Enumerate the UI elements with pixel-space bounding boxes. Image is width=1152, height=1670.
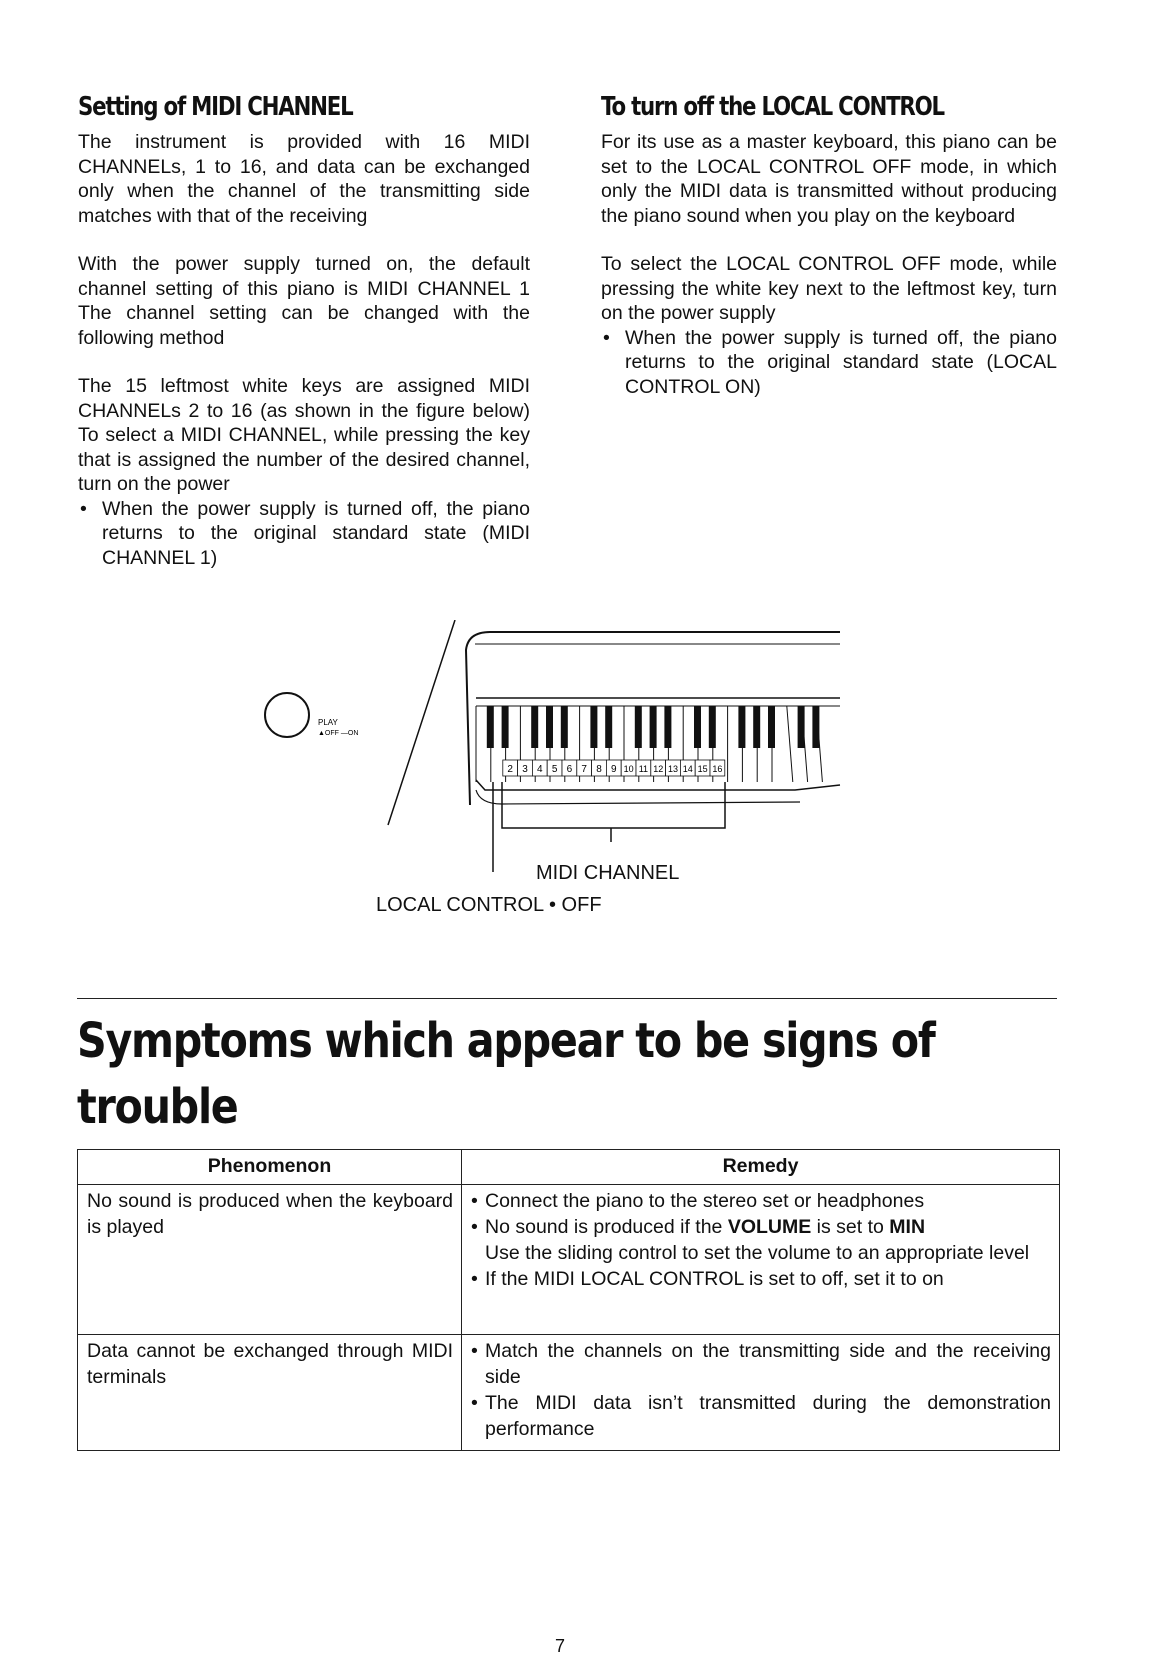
table-header-row [78, 1150, 1060, 1185]
bullet-icon: • [471, 1392, 478, 1414]
black-key [502, 706, 509, 748]
remedy-text: Match the channels on the transmitting side and the receiving side [485, 1340, 1051, 1388]
local-control-paragraph-1: For its use as a master keyboard, this piano can be set to the LOCAL CONTROL OFF mode, in which only the MIDI data is transmitted without producing the piano sound when you play on the keyboard [601, 131, 1057, 227]
remedy-item [471, 1214, 1051, 1266]
remedy-item [471, 1266, 1051, 1292]
key-number-label: 4 [537, 764, 543, 775]
piano-base-edge [476, 790, 800, 804]
midi-channel-heading: Setting of MIDI CHANNEL [78, 92, 353, 122]
key-number-label: 15 [697, 764, 708, 774]
remedy-cell [462, 1335, 1060, 1451]
key-number-label: 10 [623, 764, 634, 774]
bullet-icon: • [471, 1268, 478, 1290]
min-keyword: MIN [889, 1216, 926, 1238]
black-key [531, 706, 538, 748]
bullet-icon: • [471, 1216, 478, 1238]
keyboard-illustration [240, 620, 860, 940]
key-number-label: 13 [667, 764, 679, 774]
key-number-label: 9 [611, 764, 617, 775]
key-number-label: 14 [682, 764, 693, 774]
midi-channel-bracket [502, 782, 725, 828]
black-key [709, 706, 716, 748]
black-key [694, 706, 701, 748]
table-row [78, 1185, 1060, 1335]
remedy-text: No sound is produced if the [485, 1216, 728, 1238]
section-divider [77, 998, 1057, 999]
black-key [605, 706, 612, 748]
phenomenon-cell: Data cannot be exchanged through MIDI terminals [78, 1335, 462, 1451]
local-control-off-label: LOCAL CONTROL • OFF [376, 894, 602, 916]
midi-channel-paragraph-1: The instrument is provided with 16 MIDI CHANNELs, 1 to 16, and data can be exchanged only when the channel of the transmitting side matches with that of the receiving [78, 131, 530, 227]
key-number-label: 5 [551, 764, 558, 775]
white-key-edge [787, 706, 793, 782]
trouble-table [77, 1149, 1060, 1451]
midi-channel-paragraph-3: The 15 leftmost white keys are assigned MIDI CHANNELs 2 to 16 (as shown in the figure below) To select a MIDI CHANNEL, while pressing the key that is assigned the number of the desired channel, turn on the power [78, 375, 530, 495]
bullet-icon: • [471, 1340, 478, 1362]
key-number-label: 7 [581, 764, 587, 775]
local-control-heading: To turn off the LOCAL CONTROL [601, 92, 944, 122]
black-key [650, 706, 657, 748]
black-key [487, 706, 494, 748]
table-row [78, 1335, 1060, 1451]
bullet-icon: • [603, 326, 610, 349]
trouble-heading: Symptoms which appear to be signs of trouble [77, 1013, 935, 1135]
local-control-paragraph-2: To select the LOCAL CONTROL OFF mode, while pressing the white key next to the leftmost key, turn on the power supply [601, 253, 1057, 324]
midi-channel-note [78, 497, 530, 571]
key-number-label: 11 [638, 764, 649, 774]
midi-channel-paragraph-2: With the power supply turned on, the default channel setting of this piano is MIDI CHANNEL 1 The channel setting can be changed with the following method [78, 253, 530, 349]
remedy-text: If the MIDI LOCAL CONTROL is set to off, set it to on [485, 1268, 944, 1290]
black-key [738, 706, 745, 748]
remedy-text: The MIDI data isn’t transmitted during the demonstration performance [485, 1392, 1051, 1440]
key-number-label: 16 [712, 764, 723, 774]
remedy-item [471, 1338, 1051, 1390]
page-number: 7 [555, 1636, 566, 1656]
remedy-cell [462, 1185, 1060, 1335]
keyboard-figure [240, 620, 860, 940]
black-key [561, 706, 568, 748]
bullet-icon: • [471, 1190, 478, 1212]
local-control-section [601, 92, 1057, 399]
key-number-label: 3 [522, 764, 528, 775]
black-key [753, 706, 760, 748]
key-number-label: 12 [653, 764, 664, 774]
remedy-item [471, 1188, 1051, 1214]
black-key [812, 706, 819, 748]
remedy-text: Connect the piano to the stereo set or headphones [485, 1190, 925, 1212]
black-key [664, 706, 671, 748]
key-number-label: 2 [507, 764, 513, 775]
remedy-header: Remedy [462, 1150, 1060, 1185]
black-key [798, 706, 805, 748]
phenomenon-header: Phenomenon [78, 1150, 462, 1185]
remedy-item [471, 1390, 1051, 1442]
key-number-label: 6 [566, 764, 573, 775]
black-key [768, 706, 775, 748]
local-control-note [601, 326, 1057, 400]
power-button-icon [265, 693, 309, 737]
bullet-icon: • [80, 497, 87, 520]
piano-bottom-edge [476, 780, 840, 790]
remedy-text: Use the sliding control to set the volume to an appropriate level [485, 1242, 1030, 1264]
key-numbers [503, 760, 725, 776]
play-label: PLAY [318, 718, 338, 727]
volume-keyword: VOLUME [727, 1216, 812, 1238]
cutaway-line [388, 620, 455, 825]
midi-channel-note-text: When the power supply is turned off, the piano returns to the original standard state (MIDI CHANNEL 1) [102, 497, 530, 569]
black-key [590, 706, 597, 748]
switch-label: ▲OFF —ON [318, 730, 359, 737]
black-keys [487, 706, 820, 748]
black-key [635, 706, 642, 748]
local-control-note-text: When the power supply is turned off, the piano returns to the original standard state (LOCAL CONTROL ON) [625, 326, 1057, 398]
key-number-label: 8 [596, 764, 602, 775]
phenomenon-cell: No sound is produced when the keyboard is played [78, 1185, 462, 1335]
remedy-text: is set to [811, 1216, 890, 1238]
black-key [546, 706, 553, 748]
midi-channel-section [78, 92, 530, 570]
midi-channel-label: MIDI CHANNEL [536, 862, 680, 884]
